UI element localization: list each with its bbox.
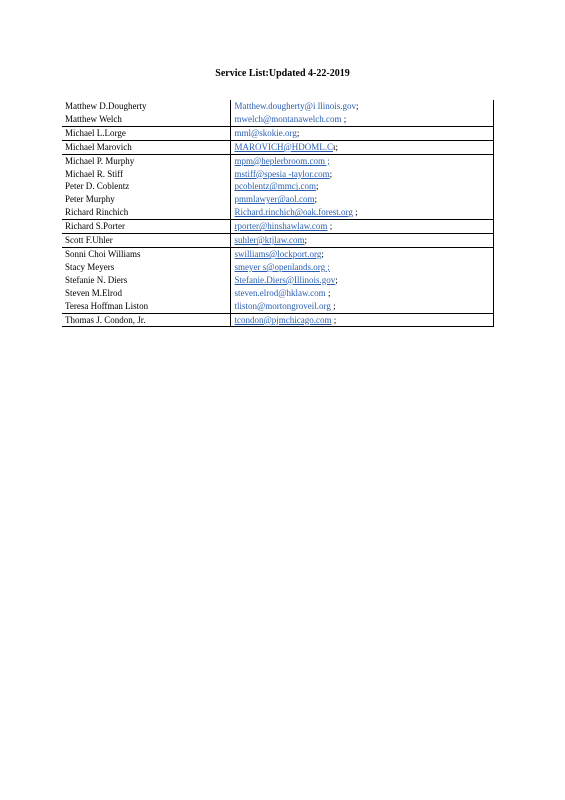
contact-name: Thomas J. Condon, Jr.: [62, 313, 230, 327]
contact-email-cell: [230, 261, 493, 274]
contact-name: Richard S.Porter: [62, 220, 230, 234]
table-row: [62, 274, 493, 287]
contact-name: Stacy Meyers: [62, 261, 230, 274]
contact-name: Sonni Choi Williams: [62, 247, 230, 260]
table-row: [62, 234, 493, 248]
contact-email-cell: [230, 287, 493, 300]
contact-email-cell: [230, 247, 493, 260]
email-link[interactable]: swilliams@lockport.org: [234, 248, 322, 259]
email-link[interactable]: pcoblentz@mmcj.com: [234, 181, 317, 192]
table-row: [62, 113, 493, 126]
page-title: Service List:Updated 4-22-2019: [215, 68, 350, 79]
table-row: [62, 300, 493, 313]
contact-name: Steven M.Elrod: [62, 287, 230, 300]
email-separator: ;: [325, 287, 331, 298]
email-link[interactable]: steven.elrod@hklaw.com: [234, 287, 326, 298]
email-separator: ;: [331, 314, 337, 325]
email-link[interactable]: MAROVICH@HDOML.C: [234, 141, 334, 152]
contact-email-cell: [230, 300, 493, 313]
email-link[interactable]: mwelch@montanawelch.com: [234, 113, 342, 124]
contact-email-cell: [230, 154, 493, 167]
table-row: [62, 168, 493, 181]
email-separator: ;: [329, 168, 333, 179]
email-separator: ;: [355, 101, 359, 111]
contact-email-cell: [230, 140, 493, 154]
contact-email-cell: [230, 168, 493, 181]
table-row: [62, 180, 493, 193]
email-link[interactable]: mstiff@spesia -taylor.com: [234, 168, 330, 179]
table-row: [62, 126, 493, 140]
email-link[interactable]: tliston@mortongroveil.org: [234, 300, 331, 311]
table-row: [62, 261, 493, 274]
email-separator: ;: [316, 181, 319, 192]
contact-name: Matthew Welch: [62, 113, 230, 126]
table-row: [62, 220, 493, 234]
contact-name: Michael Marovich: [62, 140, 230, 154]
contact-email-cell: [230, 100, 493, 113]
contact-email-cell: [230, 113, 493, 126]
email-link[interactable]: Richard.rinchich@oak.forest.org: [234, 207, 353, 218]
table-row: [62, 193, 493, 206]
email-separator: ;: [335, 274, 338, 285]
email-separator: ι;: [333, 141, 338, 152]
email-link[interactable]: pmmlawyer@aol.com: [234, 194, 315, 205]
contact-email-cell: [230, 180, 493, 193]
contact-name: Scott F.Uhler: [62, 234, 230, 248]
contact-name: Richard Rinchich: [62, 206, 230, 219]
email-link[interactable]: rporter@hinshawlaw.com: [234, 221, 328, 232]
contact-email-cell: [230, 126, 493, 140]
email-separator: ;: [341, 113, 347, 124]
email-link[interactable]: suhler@ktjlaw.com: [234, 235, 305, 246]
contact-name: Stefanie N. Diers: [62, 274, 230, 287]
email-link[interactable]: smeyer s@openlands.org ;: [234, 261, 330, 272]
table-row: [62, 154, 493, 167]
email-separator: ;: [314, 194, 318, 205]
table-row: [62, 247, 493, 260]
contact-name: Peter Murphy: [62, 193, 230, 206]
email-link[interactable]: mpm@heplerbroom.com ;: [234, 155, 330, 166]
email-link[interactable]: Stefanie.Diers@Illinois.gov: [234, 274, 336, 285]
contact-name: Michael P. Murphy: [62, 154, 230, 167]
contact-name: Teresa Hoffman Liston: [62, 300, 230, 313]
email-separator: ;: [321, 248, 324, 259]
service-list-table: [62, 100, 494, 327]
contact-email-cell: [230, 193, 493, 206]
contact-email-cell: [230, 274, 493, 287]
contact-email-cell: [230, 234, 493, 248]
email-link[interactable]: mml@skokie.org: [234, 127, 297, 138]
service-list-body: [62, 100, 493, 327]
table-row: [62, 140, 493, 154]
contact-name: Matthew D.Dougherty: [62, 100, 230, 113]
contact-name: Peter D. Coblentz: [62, 180, 230, 193]
table-row: [62, 313, 493, 327]
table-row: [62, 287, 493, 300]
email-separator: ;: [304, 235, 307, 246]
email-link[interactable]: tcondon@pjmchicago.com: [234, 314, 332, 325]
table-row: [62, 206, 493, 219]
email-separator: ;: [327, 221, 333, 232]
email-separator: ;: [352, 207, 358, 218]
contact-name: Michael R. Stiff: [62, 168, 230, 181]
contact-email-cell: [230, 313, 493, 327]
contact-email-cell: [230, 220, 493, 234]
contact-email-cell: [230, 206, 493, 219]
email-separator: ;: [330, 300, 336, 311]
table-row: [62, 100, 493, 113]
email-link[interactable]: Matthew.dougherty@i llinois.gov: [234, 101, 356, 111]
contact-name: Michael L.Lorge: [62, 126, 230, 140]
email-separator: ;: [296, 127, 300, 138]
